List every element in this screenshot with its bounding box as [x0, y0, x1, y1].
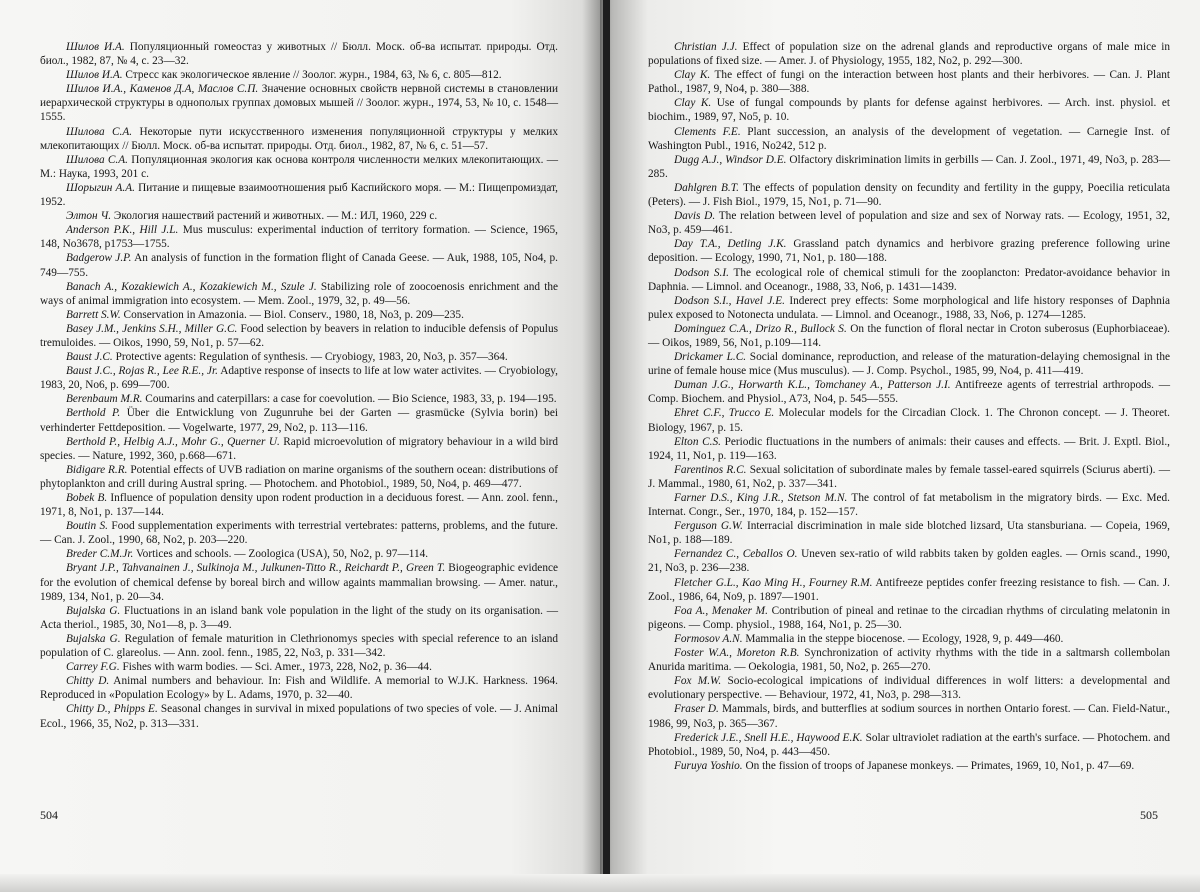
reference-author: Шилов И.А., Каменов Д.А, Маслов С.П. [66, 83, 259, 96]
reference-text: Adaptive response of insects to life at low water activites. — Cryobiology, 1983, 20, No6, p. 699—700. [40, 365, 558, 392]
page-bottom-edge [0, 874, 1200, 892]
reference-entry [648, 153, 1170, 181]
reference-text: On the fission of troops of Japanese monkeys. — Primates, 1969, 10, No1, p. 47—69. [745, 759, 1135, 772]
reference-entry [648, 576, 1170, 604]
reference-entry [648, 435, 1170, 463]
reference-text: Food selection by beavers in relation to inducible defensis of Populus tremuloides. — Oikos, 1990, 59, No1, p. 57—62. [40, 322, 558, 349]
reference-entry [40, 322, 558, 350]
reference-author: Christian J.J. [674, 41, 738, 53]
reference-text: Stabilizing role of zoocoenosis enrichment and the ways of animal immigration into ecosystem. — Mem. Zool., 1979, 32, p. 49—56. [40, 280, 558, 307]
reference-text: Animal numbers and behaviour. In: Fish and Wildlife. A memorial to W.J.K. Harkness. 1964. Reproduced in «Population Ecology» by L. Adams, 1970, p. 32—40. [40, 675, 559, 702]
reference-text: Synchronization of activity rhythms with the tide in a saltmarsh collembolan Anurida maritima. — Oekologia, 1981, 50, No2, p. 265—270. [648, 647, 1170, 674]
reference-text: Solar ultraviolet radiation at the earth's surface. — Photochem. and Photobiol., 1989, 50, No4, p. 443—450. [648, 731, 1170, 758]
reference-author: Clay K. [674, 97, 712, 110]
reference-text: The ecological role of chemical stimuli for the zooplancton: Predator-avoidance behavior in Daphnia. — Limnol. and Oceanogr., 1988, 33, No6, p. 1431—1439. [648, 266, 1170, 293]
reference-author: Berenbaum M.R. [66, 393, 143, 406]
reference-entry [648, 632, 1170, 646]
reference-entry [648, 463, 1170, 491]
reference-author: Fletcher G.L., Kao Ming H., Fourney R.M. [674, 576, 873, 589]
reference-author: Ehret C.F., Trucco E. [674, 407, 775, 420]
reference-text: Olfactory diskrimination limits in gerbills — Can. J. Zool., 1971, 49, No3, p. 283—285. [648, 153, 1170, 180]
reference-author: Шилов И.А. [66, 69, 123, 82]
reference-author: Bidigare R.R. [66, 463, 128, 476]
reference-entry [648, 96, 1170, 124]
reference-text: Socio-ecological impications of individual differences in wolf litters: a developmental and evolutionary perspective. — Behaviour, 1972, 41, No3, p. 298—313. [648, 675, 1170, 702]
reference-author: Ferguson G.W. [674, 520, 744, 533]
reference-author: Шилова С.А. [66, 125, 133, 138]
reference-entry [648, 547, 1170, 575]
reference-text: Экология нашествий растений и животных. — М.: ИЛ, 1960, 229 с. [113, 210, 438, 223]
reference-author: Шилова С.А. [66, 153, 128, 166]
reference-author: Dodson S.I. [674, 266, 729, 279]
reference-entry [40, 40, 558, 68]
reference-author: Badgerow J.P. [66, 252, 132, 265]
reference-author: Foster W.A., Moreton R.B. [674, 647, 800, 660]
reference-entry [40, 463, 558, 491]
reference-author: Элтон Ч. [66, 210, 112, 223]
reference-entry [648, 378, 1170, 406]
book-gutter [603, 0, 610, 892]
reference-text: Biogeographic evidence for the evolution of chemical defense by boreal birch and willow againts mammalian browsing. — Amer. natur., 1989, 134, No1, p. 20—34. [40, 562, 558, 603]
reference-text: Social dominance, reproduction, and release of the maturation-delaying chemosignal in the urine of female house mice (Mus musculus). — J. Comp. Psychol., 1985, 99, No4, p. 411—419. [648, 351, 1170, 378]
reference-entry [40, 181, 558, 209]
reference-author: Шилов И.А. [66, 41, 125, 53]
reference-entry [648, 181, 1170, 209]
reference-author: Davis D. [674, 210, 716, 223]
reference-text: The effects of population density on fecundity and fertility in the guppy, Poecilia reticulata (Peters). — J. Fish Biol., 1979, 15, No1, p. 71—90. [648, 181, 1170, 209]
reference-text: Contribution of pineal and retinae to the circadian rhythms of circulating melatonin in pigeons. — Comp. physiol., 1988, 164, No1, p. 25—30. [648, 604, 1170, 631]
reference-author: Шорыгин А.А. [66, 181, 135, 194]
reference-entry [40, 406, 558, 434]
reference-text: Популяционная экология как основа контроля численности мелких млекопитающих. — М.: Наука, 1993, 201 с. [40, 153, 558, 180]
reference-text: Популяционный гомеостаз у животных // Бюлл. Моск. об-ва испытат. природы. Отд. биол., 1982, 87, № 4, с. 23—32. [40, 41, 558, 68]
reference-text: Mammalia in the steppe biocenose. — Ecology, 1928, 9, p. 449—460. [745, 632, 1064, 645]
reference-author: Farner D.S., King J.R., Stetson M.N. [674, 492, 848, 504]
reference-text: Periodic fluctuations in the numbers of animals: their causes and effects. — Brit. J. Exptl. Biol., 1924, 11, No1, p. 119—163. [648, 435, 1170, 462]
reference-entry [40, 604, 558, 632]
reference-entry [648, 40, 1170, 68]
reference-author: Baust J.C. [66, 351, 113, 364]
reference-text: The control of fat metabolism in the migratory birds. — Exc. Med. Internat. Congr., Ser., 1970, 184, p. 152—157. [648, 492, 1170, 519]
reference-text: Seasonal changes in survival in mixed populations of two species of vole. — J. Animal Ecol., 1966, 35, No2, p. 313—331. [40, 703, 559, 730]
reference-author: Fraser D. [674, 703, 719, 716]
reference-author: Dugg A.J., Windsor D.E. [674, 153, 787, 166]
reference-text: Protective agents: Regulation of synthesis. — Cryobiogy, 1983, 20, No3, p. 357—364. [115, 351, 508, 364]
reference-text: The effect of fungi on the interaction between host plants and their herbivores. — Can. J. Plant Pathol., 1987, 9, No4, p. 380—388. [648, 69, 1170, 96]
right-page-references [648, 40, 1170, 773]
reference-author: Bobek B. [66, 492, 108, 504]
reference-entry [40, 674, 558, 702]
reference-text: Некоторые пути искусственного изменения популяционной структуры у мелких млекопитающих // Бюлл. Моск. об-ва испытат. природы. Отд. биол., 1982, 87, № 6, с. 51—57. [40, 125, 558, 152]
reference-entry [648, 702, 1170, 730]
reference-entry [40, 223, 558, 251]
reference-text: Potential effects of UVB radiation on marine organisms of the southern ocean: distributions of phytoplankton and crill during Austral spring. — Photochem. and Photobiol., 1989, 50, No4, p. 469—477. [40, 463, 558, 490]
reference-text: Питание и пищевые взаимоотношения рыб Каспийского моря. — М.: Пищепромиздат, 1952. [40, 181, 558, 209]
reference-author: Berthold P., Helbig A.J., Mohr G., Querner U. [66, 435, 280, 448]
left-page-references [40, 40, 558, 731]
reference-entry [40, 702, 558, 730]
reference-text: Стресс как экологическое явление // Зоолог. журн., 1984, 63, № 6, с. 805—812. [125, 69, 502, 82]
reference-entry [40, 280, 558, 308]
reference-entry [648, 604, 1170, 632]
reference-author: Drickamer L.C. [674, 351, 747, 364]
reference-text: Antifreeze peptides confer freezing resistance to fish. — Can. J. Zool., 1986, 64, No9, p. 1897—1901. [648, 576, 1171, 603]
reference-text: Mammals, birds, and butterflies at sodium sources in northen Ontario forest. — Can. Field-Natur., 1986, 99, No3, p. 365—367. [648, 703, 1170, 730]
reference-entry [40, 125, 558, 153]
reference-text: Antifreeze agents of terrestrial arthropods. — Comp. Biochem. and Physiol., A73, No4, p. 545—555. [648, 379, 1171, 406]
reference-entry [40, 209, 558, 223]
reference-entry [40, 82, 558, 124]
reference-entry [648, 646, 1170, 674]
reference-author: Formosov A.N. [674, 632, 743, 645]
reference-text: On the function of floral nectar in Croton suberosus (Euphorbiaceae). — Oikos, 1989, 56, No1, p.109—114. [648, 322, 1170, 349]
reference-author: Chitty D. [66, 675, 110, 688]
reference-entry [40, 491, 558, 519]
reference-author: Basey J.M., Jenkins S.H., Miller G.C. [66, 322, 238, 335]
reference-entry [40, 68, 558, 82]
reference-text: An analysis of function in the formation flight of Canada Geese. — Auk, 1988, 105, No4, p. 749—755. [40, 252, 558, 279]
left-page-number: 504 [40, 808, 58, 822]
reference-text: Grassland patch dynamics and herbivore grazing preference following urine deposition. — Ecology, 1990, 71, No1, p. 180—188. [648, 238, 1170, 265]
reference-entry [648, 294, 1170, 322]
reference-entry [648, 68, 1170, 96]
reference-author: Duman J.G., Horwarth K.L., Tomchaney A., Patterson J.I. [674, 379, 951, 392]
reference-author: Farentinos R.C. [674, 463, 747, 476]
reference-author: Clements F.E. [674, 125, 741, 138]
reference-author: Bujalska G. [66, 632, 121, 645]
reference-text: Molecular models for the Circadian Clock. 1. The Chronon concept. — J. Theoret. Biology, 1967, p. 15. [648, 407, 1170, 434]
reference-text: Inderect prey effects: Some morphological and life history responses of Daphnia pulex exposed to Notonecta undulata. — Limnol. and Oceanogr., 1988, 33, No6, p. 1274—1285. [648, 294, 1170, 321]
reference-text: Rapid microevolution of migratory behaviour in a wild bird species. — Nature, 1992, 360, p.668—671. [40, 435, 559, 462]
reference-author: Anderson P.K., Hill J.L. [66, 224, 179, 237]
reference-entry [40, 251, 558, 279]
reference-entry [648, 350, 1170, 378]
reference-text: Plant succession, an analysis of the development of vegetation. — Carnegie Inst. of Washington Publ., 1916, No242, 512 p. [648, 125, 1170, 152]
reference-author: Fernandez C., Ceballos O. [674, 548, 798, 561]
reference-text: Effect of population size on the adrenal glands and reproductive organs of male mice in populations of fixed size. — Amer. J. of Physiology, 1955, 182, No2, p. 292—300. [648, 41, 1170, 68]
reference-text: The relation between level of population and size and sex of Norway rats. — Ecology, 1951, 32, No3, p. 459—461. [648, 210, 1170, 237]
reference-author: Clay K. [674, 69, 711, 82]
reference-entry [648, 759, 1170, 773]
reference-entry [648, 209, 1170, 237]
reference-text: Значение основных свойств нервной системы в становлении иерархической структуры в однополых группах домовых мышей // Зоолог. журн., 1974, 53, № 10, с. 1548—1555. [40, 83, 559, 124]
reference-entry [40, 632, 558, 660]
reference-author: Berthold P. [66, 407, 121, 420]
reference-entry [648, 491, 1170, 519]
reference-entry [40, 392, 558, 406]
reference-author: Banach A., Kozakiewich A., Kozakiewich M., Szule J. [66, 280, 317, 293]
reference-text: Fluctuations in an island bank vole population in the light of the study on its organisation. — Acta theriol., 1985, 30, No1—8, p. 3—49. [40, 604, 559, 631]
reference-author: Foa A., Menaker M. [674, 604, 768, 617]
reference-entry [648, 674, 1170, 702]
reference-entry [40, 660, 558, 674]
reference-text: Sexual solicitation of subordinate males by female tassel-eared squirrels (Sciurus aberti). — J. Mammal., 1980, 61, No2, p. 337—341. [648, 463, 1170, 490]
reference-text: Influence of population density upon rodent production in a deciduous forest. — Ann. zool. fenn., 1971, 8, No1, p. 137—144. [40, 492, 558, 519]
reference-entry [648, 406, 1170, 434]
reference-entry [40, 153, 558, 181]
reference-entry [648, 266, 1170, 294]
reference-author: Fox M.W. [674, 675, 722, 688]
reference-text: Vortices and schools. — Zoologica (USA), 50, No2, p. 97—114. [135, 548, 429, 561]
reference-text: Coumarins and caterpillars: a case for coevolution. — Bio Science, 1983, 33, p. 194—195. [145, 393, 557, 406]
reference-text: Food supplementation experiments with terrestrial vertebrates: patterns, problems, and the future. — Can. J. Zool., 1990, 68, No2, p. 203—220. [40, 520, 558, 547]
reference-entry [40, 547, 558, 561]
reference-author: Furuya Yoshio. [674, 759, 743, 772]
reference-entry [40, 519, 558, 547]
reference-entry [40, 350, 558, 364]
reference-entry [40, 561, 558, 603]
reference-author: Dominguez C.A., Drizo R., Bullock S. [674, 322, 847, 335]
reference-text: Fishes with warm bodies. — Sci. Amer., 1973, 228, No2, p. 36—44. [122, 661, 432, 674]
reference-author: Elton C.S. [674, 435, 721, 448]
reference-author: Bujalska G. [66, 604, 121, 617]
reference-text: Conservation in Amazonia. — Biol. Conserv., 1980, 18, No3, p. 209—235. [123, 308, 464, 321]
right-page-number: 505 [1140, 808, 1158, 822]
reference-text: Über die Entwicklung von Zugunruhe bei der Garten — grasmücke (Sylvia borin) bei verhinderter Fettdeposition. — Vogelwarte, 1977, 29, No2, p. 113—116. [40, 407, 558, 434]
reference-entry [40, 364, 558, 392]
reference-author: Bryant J.P., Tahvanainen J., Sulkinoja M., Julkunen-Titto R., Reichardt P., Green T. [66, 562, 446, 575]
reference-author: Carrey F.G. [66, 661, 120, 674]
reference-text: Use of fungal compounds by plants for defense against herbivores. — Arch. inst. physiol. et biochim., 1989, 97, No5, p. 10. [648, 97, 1170, 124]
reference-entry [648, 237, 1170, 265]
reference-author: Dodson S.I., Havel J.E. [674, 294, 785, 307]
reference-entry [648, 322, 1170, 350]
reference-entry [40, 435, 558, 463]
reference-text: Uneven sex-ratio of wild rabbits taken by golden eagles. — Ornis scand., 1990, 21, No3, p. 236—238. [648, 548, 1170, 575]
reference-author: Baust J.C., Rojas R., Lee R.E., Jr. [66, 365, 218, 378]
reference-author: Frederick J.E., Snell H.E., Haywood E.K. [674, 731, 863, 744]
reference-author: Dahlgren B.T. [674, 181, 740, 194]
reference-author: Boutin S. [66, 520, 109, 533]
reference-text: Interracial discrimination in male side blotched lizsard, Uta stansburiana. — Copeia, 1969, No1, p. 188—189. [648, 520, 1170, 547]
reference-entry [40, 308, 558, 322]
reference-author: Barrett S.W. [66, 308, 121, 321]
reference-author: Chitty D., Phipps E. [66, 703, 158, 716]
reference-entry [648, 519, 1170, 547]
reference-entry [648, 731, 1170, 759]
reference-entry [648, 125, 1170, 153]
reference-text: Regulation of female maturition in Clethrionomys species with special reference to an island population of C. glareolus. — Ann. zool. fenn., 1985, 22, No3, p. 331—342. [40, 632, 559, 660]
reference-text: Mus musculus: experimental induction of territory formation. — Science, 1965, 148, No3678, p1753—1755. [40, 224, 558, 251]
reference-author: Day T.A., Detling J.K. [674, 238, 787, 251]
reference-author: Breder C.M.Jr. [66, 548, 134, 561]
